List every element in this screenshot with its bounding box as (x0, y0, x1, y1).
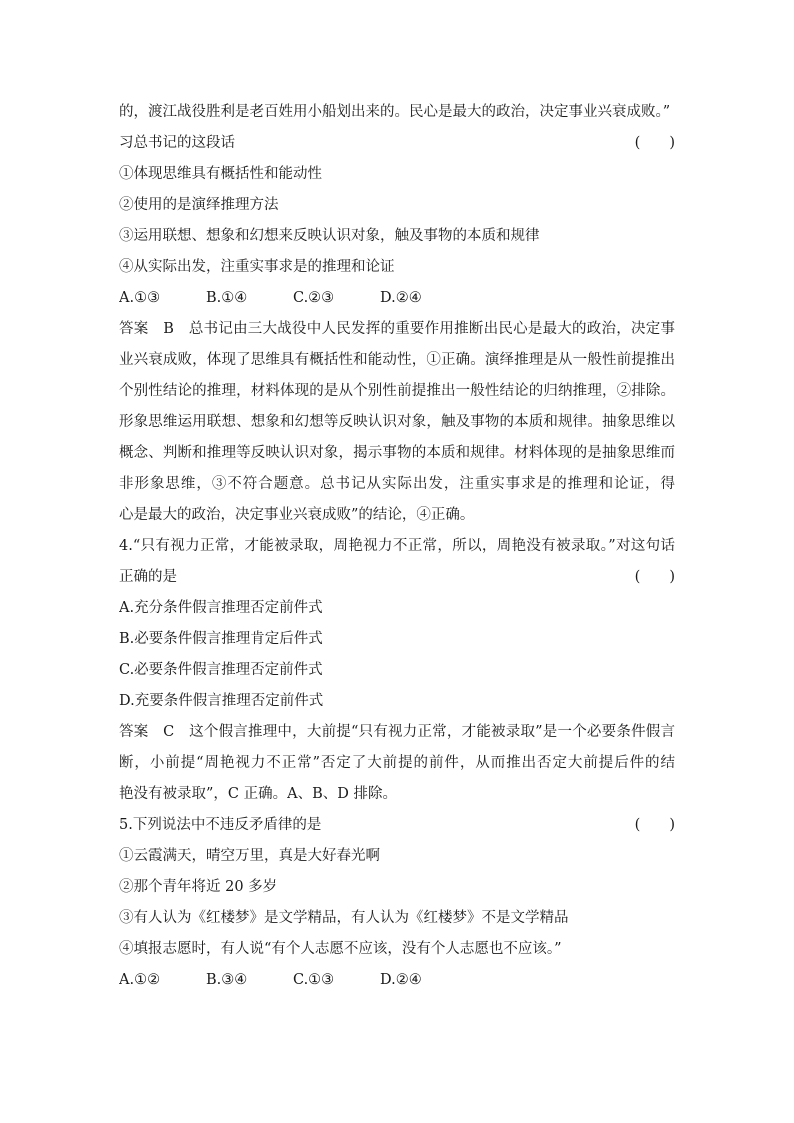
question-4-stem: 4.“只有视力正常，才能被录取，周艳视力不正常，所以，周艳没有被录取。”对这句话 (119, 538, 675, 554)
answer-blank: ( ) (634, 135, 675, 151)
option: B.③④ (206, 972, 248, 988)
answer-line: 艳没有被录取”，C 正确。A、B、D 排除。 (119, 786, 397, 802)
text-line: 正确的是 (119, 569, 177, 585)
option: A.①③ (119, 290, 161, 306)
answer-line: 形象思维运用联想、想象和幻想等反映认识对象，触及事物的本质和规律。抽象思维以 (119, 414, 675, 430)
answer-line: 断，小前提“周艳视力不正常”否定了大前提的前件，从而推出否定大前提后件的结 (119, 755, 675, 771)
text-line: 5.下列说法中不违反矛盾律的是 (119, 817, 322, 833)
page-content (119, 97, 675, 996)
statement-item: ①体现思维具有概括性和能动性 (119, 166, 322, 182)
text-line: 习总书记的这段话 (119, 135, 235, 151)
option: B.必要条件假言推理肯定后件式 (119, 631, 323, 647)
answer-line: 非形象思维，③不符合题意。总书记从实际出发，注重实事求是的推理和论证，得 (119, 476, 675, 492)
option: D.②④ (380, 972, 422, 988)
option: A.①② (119, 972, 161, 988)
statement-item: ②使用的是演绎推理方法 (119, 197, 279, 213)
question-4-stem-end (119, 562, 675, 593)
option: D.充要条件假言推理否定前件式 (119, 693, 324, 709)
answer-line: 业兴衰成败，体现了思维具有概括性和能动性，①正确。演绎推理是从一般性前提推出 (119, 352, 675, 368)
statement-item: ③有人认为《红楼梦》是文学精品，有人认为《红楼梦》不是文学精品 (119, 910, 569, 926)
option: A.充分条件假言推理否定前件式 (119, 600, 323, 616)
question-3-options (119, 283, 675, 314)
answer-line: 答案 B 总书记由三大战役中人民发挥的重要作用推断出民心是最大的政治，决定事 (119, 321, 675, 337)
answer-blank: ( ) (634, 569, 675, 585)
statement-item: ④从实际出发，注重实事求是的推理和论证 (119, 259, 395, 275)
answer-line: 概念、判断和推理等反映认识对象，揭示事物的本质和规律。材料体现的是抽象思维而 (119, 445, 675, 461)
option: B.①④ (206, 290, 248, 306)
option: D.②④ (380, 290, 422, 306)
option: C.必要条件假言推理否定前件式 (119, 662, 323, 678)
statement-item: ③运用联想、想象和幻想来反映认识对象，触及事物的本质和规律 (119, 228, 540, 244)
answer-line: 个别性结论的推理，材料体现的是从个别性前提推出一般性结论的归纳推理，②排除。 (119, 383, 675, 399)
question-3-stem (119, 128, 675, 159)
answer-line: 答案 C 这个假言推理中，大前提“只有视力正常，才能被录取”是一个必要条件假言 (119, 724, 675, 740)
statement-item: ④填报志愿时，有人说“有个人志愿不应该，没有个人志愿也不应该。” (119, 941, 562, 957)
text-line: 的，渡江战役胜利是老百姓用小船划出来的。民心是最大的政治，决定事业兴衰成败。” (119, 104, 671, 120)
question-5-options (119, 965, 675, 996)
option: C.②③ (293, 290, 335, 306)
option: C.①③ (293, 972, 335, 988)
answer-blank: ( ) (634, 817, 675, 833)
answer-line: 心是最大的政治，决定事业兴衰成败”的结论，④正确。 (119, 507, 475, 523)
statement-item: ②那个青年将近 20 多岁 (119, 879, 278, 895)
statement-item: ①云霞满天，晴空万里，真是大好春光啊 (119, 848, 380, 864)
question-5-stem (119, 810, 675, 841)
